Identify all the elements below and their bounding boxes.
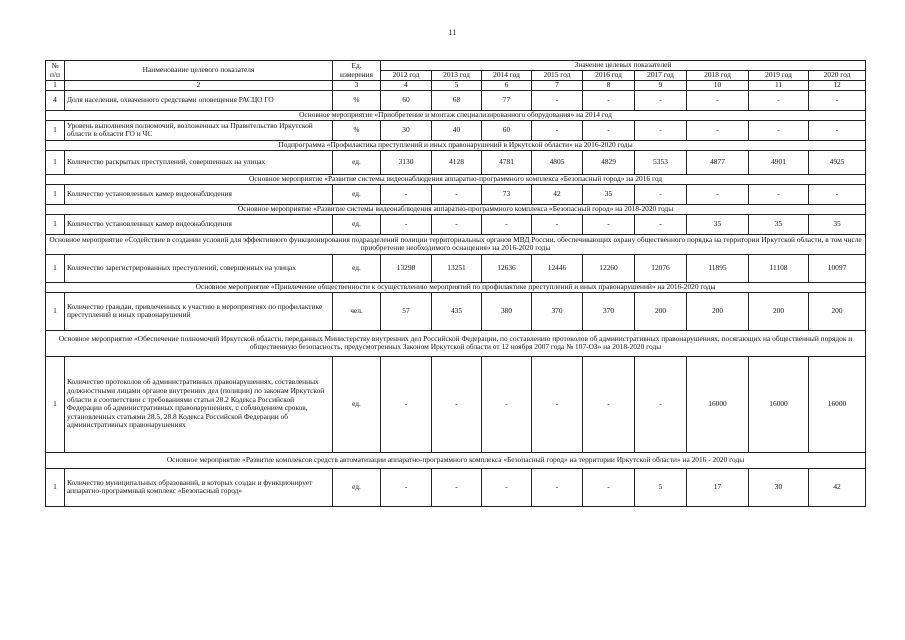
year-value: 35 — [687, 214, 749, 234]
unit-of-measure: ед. — [333, 356, 381, 452]
year-value: 370 — [532, 292, 583, 330]
section-heading-row — [46, 452, 866, 468]
year-value: 12260 — [583, 254, 635, 282]
year-value: - — [635, 184, 687, 204]
section-heading-row — [46, 282, 866, 292]
header-column-number: 4 — [381, 81, 432, 91]
row-number: 1 — [46, 292, 65, 330]
year-value: 77 — [482, 90, 532, 110]
year-value: - — [583, 214, 635, 234]
header-year: 2014 год — [482, 71, 532, 81]
section-heading-row — [46, 140, 866, 150]
indicator-name: Уровень выполнения полномочий, возложенных на Правительство Иркутской области в области ГО и ЧС — [65, 120, 333, 140]
section-heading: Основное мероприятие «Развитие системы видеонаблюдения аппаратно-программного комплекса «Безопасный город» на 2018-2020 годы — [46, 204, 866, 214]
section-heading: Основное мероприятие «Приобретение и монтаж специализированного оборудования» на 2014 год — [46, 110, 866, 120]
section-heading-row — [46, 204, 866, 214]
year-value: 35 — [809, 214, 866, 234]
header-column-number: 2 — [65, 81, 333, 91]
table-row — [46, 292, 866, 330]
year-value: 4829 — [583, 150, 635, 174]
header-year: 2018 год — [687, 71, 749, 81]
table-row — [46, 356, 866, 452]
header-year: 2019 год — [749, 71, 809, 81]
table-row — [46, 120, 866, 140]
year-value: - — [381, 184, 432, 204]
year-value: 40 — [432, 120, 482, 140]
header-column-number: 11 — [749, 81, 809, 91]
year-value: - — [381, 214, 432, 234]
indicator-name: Количество протоколов об административных правонарушениях, составленных должностными лицами органов внутренних дел (полиции) по законам Иркутской области в соответствии с требованиями статьи 28.2 Кодекса Российской Федерации об административных правонарушениях, с соблюдением сроков, установленных статьями 28.5, 28.8 Кодекса Российской Федерации об административных правонарушениях — [65, 356, 333, 452]
row-number: 1 — [46, 254, 65, 282]
row-number: 1 — [46, 214, 65, 234]
year-value: - — [687, 184, 749, 204]
header-column-number: 9 — [635, 81, 687, 91]
table-row — [46, 184, 866, 204]
header-name: Наименование целевого показателя — [65, 61, 333, 81]
table-row — [46, 90, 866, 110]
year-value: 42 — [809, 468, 866, 506]
section-heading: Основное мероприятие «Содействие в создании условий для эффективного функционирования подразделений полиции территориальных органов МВД России, обеспечивающих охрану общественного порядка на территории Иркутской области, в том числе приобретение необходимого оснащения» на 2016-2020 годы — [46, 234, 866, 254]
year-value: 5353 — [635, 150, 687, 174]
year-value: - — [583, 120, 635, 140]
year-value: 13298 — [381, 254, 432, 282]
year-value: - — [532, 356, 583, 452]
year-value: - — [809, 184, 866, 204]
header-year: 2020 год — [809, 71, 866, 81]
unit-of-measure: ед. — [333, 150, 381, 174]
year-value: - — [532, 90, 583, 110]
row-number: 1 — [46, 356, 65, 452]
header-num: № п/п — [46, 61, 65, 81]
table-row — [46, 214, 866, 234]
year-value: - — [432, 468, 482, 506]
year-value: 35 — [583, 184, 635, 204]
year-value: 200 — [635, 292, 687, 330]
year-value: - — [809, 120, 866, 140]
unit-of-measure: ед. — [333, 254, 381, 282]
year-value: 4781 — [482, 150, 532, 174]
year-value: 35 — [749, 214, 809, 234]
year-value: - — [482, 356, 532, 452]
header-column-number: 8 — [583, 81, 635, 91]
year-value: - — [432, 184, 482, 204]
section-heading: Основное мероприятие «Развитие системы видеонаблюдения аппаратно-программного комплекса «Безопасный город» на 2016 год — [46, 174, 866, 184]
year-value: 4901 — [749, 150, 809, 174]
year-value: 4805 — [532, 150, 583, 174]
year-value: 30 — [749, 468, 809, 506]
header-column-number: 10 — [687, 81, 749, 91]
year-value: 12446 — [532, 254, 583, 282]
section-heading-row — [46, 330, 866, 356]
row-number: 1 — [46, 184, 65, 204]
year-value: 12636 — [482, 254, 532, 282]
year-value: - — [635, 356, 687, 452]
year-value: - — [687, 120, 749, 140]
unit-of-measure: чел. — [333, 292, 381, 330]
section-heading-row — [46, 110, 866, 120]
indicator-name: Доля населения, охваченного средствами оповещения РАСЦО ГО — [65, 90, 333, 110]
year-value: 73 — [482, 184, 532, 204]
year-value: 16000 — [749, 356, 809, 452]
year-value: 57 — [381, 292, 432, 330]
header-year: 2012 год — [381, 71, 432, 81]
year-value: - — [432, 356, 482, 452]
year-value: - — [749, 120, 809, 140]
header-year: 2016 год — [583, 71, 635, 81]
year-value: 200 — [749, 292, 809, 330]
year-value: - — [482, 214, 532, 234]
indicator-name: Количество раскрытых преступлений, совершенных на улицах — [65, 150, 333, 174]
year-value: 30 — [381, 120, 432, 140]
section-heading-row — [46, 174, 866, 184]
year-value: 370 — [583, 292, 635, 330]
table-row — [46, 150, 866, 174]
header-column-number: 7 — [532, 81, 583, 91]
table-row — [46, 468, 866, 506]
table-body — [46, 90, 866, 506]
year-value: 3130 — [381, 150, 432, 174]
year-value: 4128 — [432, 150, 482, 174]
year-value: 17 — [687, 468, 749, 506]
unit-of-measure: ед. — [333, 184, 381, 204]
year-value: - — [532, 120, 583, 140]
indicator-name: Количество муниципальных образований, в которых создан и функционирует аппаратно-программный комплекс «Безопасный город» — [65, 468, 333, 506]
header-year: 2017 год — [635, 71, 687, 81]
year-value: 42 — [532, 184, 583, 204]
header-unit: Ед. измерения — [333, 61, 381, 81]
year-value: - — [532, 214, 583, 234]
year-value: - — [482, 468, 532, 506]
unit-of-measure: ед. — [333, 214, 381, 234]
year-value: 13251 — [432, 254, 482, 282]
column-number-row — [46, 81, 866, 91]
header-year: 2015 год — [532, 71, 583, 81]
target-indicators-table — [45, 60, 866, 507]
year-value: - — [381, 468, 432, 506]
year-value: 16000 — [809, 356, 866, 452]
year-value: 4877 — [687, 150, 749, 174]
section-heading: Основное мероприятие «Обеспечение полномочий Иркутской области, переданных Министерству внутренних дел Российской Федерации, по составлению протоколов об административных правонарушениях, посягающих на общественный порядок и общественную безопасность, предусмотренных Законом Иркутской области от 12 ноября 2007 года № 107-ОЗ» на 2018-2020 годы — [46, 330, 866, 356]
year-value: 380 — [482, 292, 532, 330]
year-value: - — [432, 214, 482, 234]
year-value: - — [583, 356, 635, 452]
year-value: - — [749, 184, 809, 204]
header-column-number: 12 — [809, 81, 866, 91]
year-value: - — [687, 90, 749, 110]
year-value: - — [635, 90, 687, 110]
indicator-name: Количество установленных камер видеонаблюдения — [65, 214, 333, 234]
year-value: 5 — [635, 468, 687, 506]
section-heading-row — [46, 234, 866, 254]
unit-of-measure: % — [333, 120, 381, 140]
row-number: 1 — [46, 120, 65, 140]
year-value: - — [809, 90, 866, 110]
header-column-number: 6 — [482, 81, 532, 91]
year-value: - — [583, 90, 635, 110]
header-column-number: 5 — [432, 81, 482, 91]
year-value: 11108 — [749, 254, 809, 282]
section-heading: Основное мероприятие «Развитие комплексов средств автоматизации аппаратно-программного комплекса «Безопасный город» на территории Иркутской области» на 2016 - 2020 годы — [46, 452, 866, 468]
year-value: 200 — [809, 292, 866, 330]
row-number: 1 — [46, 468, 65, 506]
year-value: 11895 — [687, 254, 749, 282]
year-value: - — [635, 214, 687, 234]
section-heading: Подпрограмма «Профилактика преступлений и иных правонарушений в Иркутской области» на 2016-2020 годы — [46, 140, 866, 150]
header-values-title: Значение целевых показателей — [381, 61, 866, 71]
year-value: - — [532, 468, 583, 506]
year-value: 16000 — [687, 356, 749, 452]
row-number: 4 — [46, 90, 65, 110]
indicator-name: Количество установленных камер видеонаблюдения — [65, 184, 333, 204]
year-value: - — [635, 120, 687, 140]
section-heading: Основное мероприятие «Привлечение общественности к осуществлению мероприятий по профилактике преступлений и иных правонарушений» на 2016-2020 годы — [46, 282, 866, 292]
year-value: - — [583, 468, 635, 506]
year-value: 60 — [482, 120, 532, 140]
row-number: 1 — [46, 150, 65, 174]
indicator-name: Количество зарегистрированных преступлений, совершенных на улицах — [65, 254, 333, 282]
table-row — [46, 254, 866, 282]
year-value: - — [749, 90, 809, 110]
year-value: 68 — [432, 90, 482, 110]
year-value: 4925 — [809, 150, 866, 174]
year-value: - — [381, 356, 432, 452]
year-value: 200 — [687, 292, 749, 330]
header-column-number: 1 — [46, 81, 65, 91]
year-value: 12076 — [635, 254, 687, 282]
table-header — [46, 61, 866, 91]
header-column-number: 3 — [333, 81, 381, 91]
unit-of-measure: ед. — [333, 468, 381, 506]
year-value: 435 — [432, 292, 482, 330]
year-value: 60 — [381, 90, 432, 110]
header-year: 2013 год — [432, 71, 482, 81]
indicator-name: Количество граждан, привлеченных к участию в мероприятиях по профилактике преступлений и иных правонарушений — [65, 292, 333, 330]
unit-of-measure: % — [333, 90, 381, 110]
year-value: 10097 — [809, 254, 866, 282]
page-number: 11 — [448, 28, 457, 37]
